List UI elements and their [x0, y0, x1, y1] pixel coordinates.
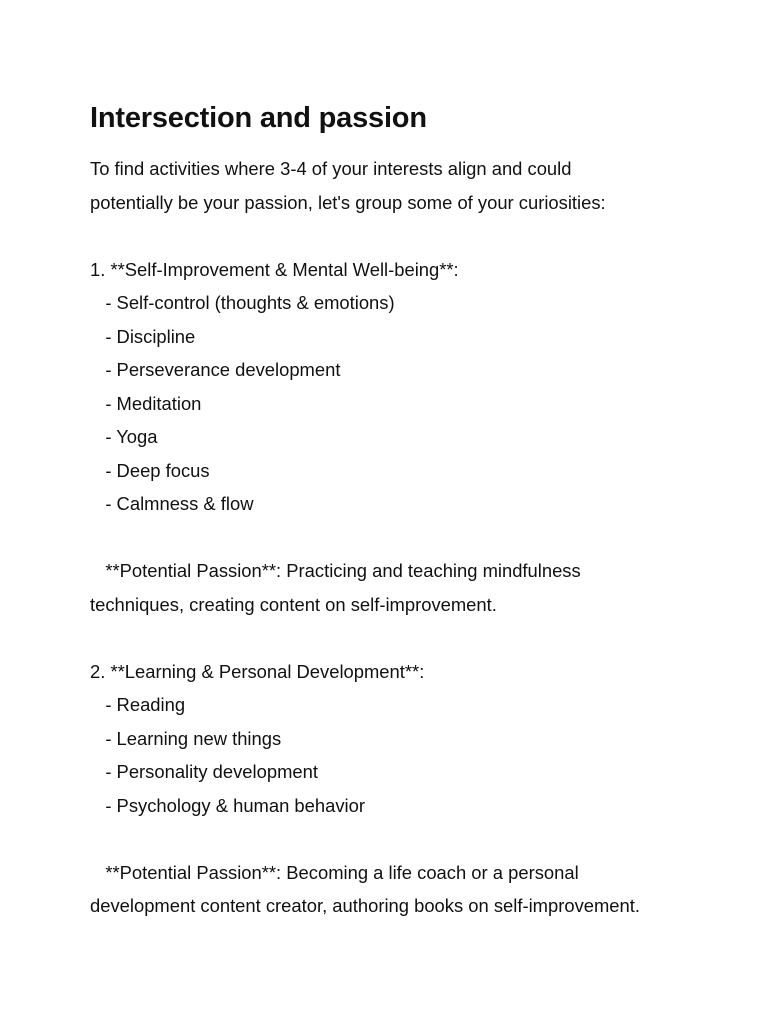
intro-line-1: To find activities where 3-4 of your interests align and could [90, 158, 572, 179]
list-item: - Discipline [90, 325, 196, 347]
spacer [90, 822, 730, 856]
list-item: - Psychology & human behavior [90, 794, 365, 816]
section1-heading: 1. **Self-Improvement & Mental Well-being**: [90, 258, 459, 280]
list-item: - Deep focus [90, 459, 210, 481]
page-title: Intersection and passion [90, 102, 427, 134]
list-item: - Perseverance development [90, 359, 341, 380]
list-item: - Self-control (thoughts & emotions) [90, 292, 395, 313]
intro-line-2: potentially be your passion, let's group some of your curiosities: [90, 191, 606, 213]
list-item: - Meditation [90, 392, 202, 414]
section2-passion-line-1: **Potential Passion**: Becoming a life coach or a personal [90, 861, 579, 883]
document-page [90, 96, 730, 923]
section1-passion-line-1: **Potential Passion**: Practicing and teaching mindfulness [90, 560, 581, 581]
list-item: - Personality development [90, 761, 318, 782]
list-item: - Reading [90, 694, 186, 715]
list-item: - Calmness & flow [90, 493, 254, 514]
spacer [90, 219, 730, 253]
list-item: - Learning new things [90, 727, 282, 749]
section1-passion-line-2: techniques, creating content on self-improvement. [90, 593, 497, 615]
spacer [90, 621, 730, 655]
list-item: - Yoga [90, 426, 158, 447]
spacer [90, 521, 730, 555]
section2-passion-line-2: development content creator, authoring books on self-improvement. [90, 895, 640, 916]
section2-heading: 2. **Learning & Personal Development**: [90, 660, 425, 682]
